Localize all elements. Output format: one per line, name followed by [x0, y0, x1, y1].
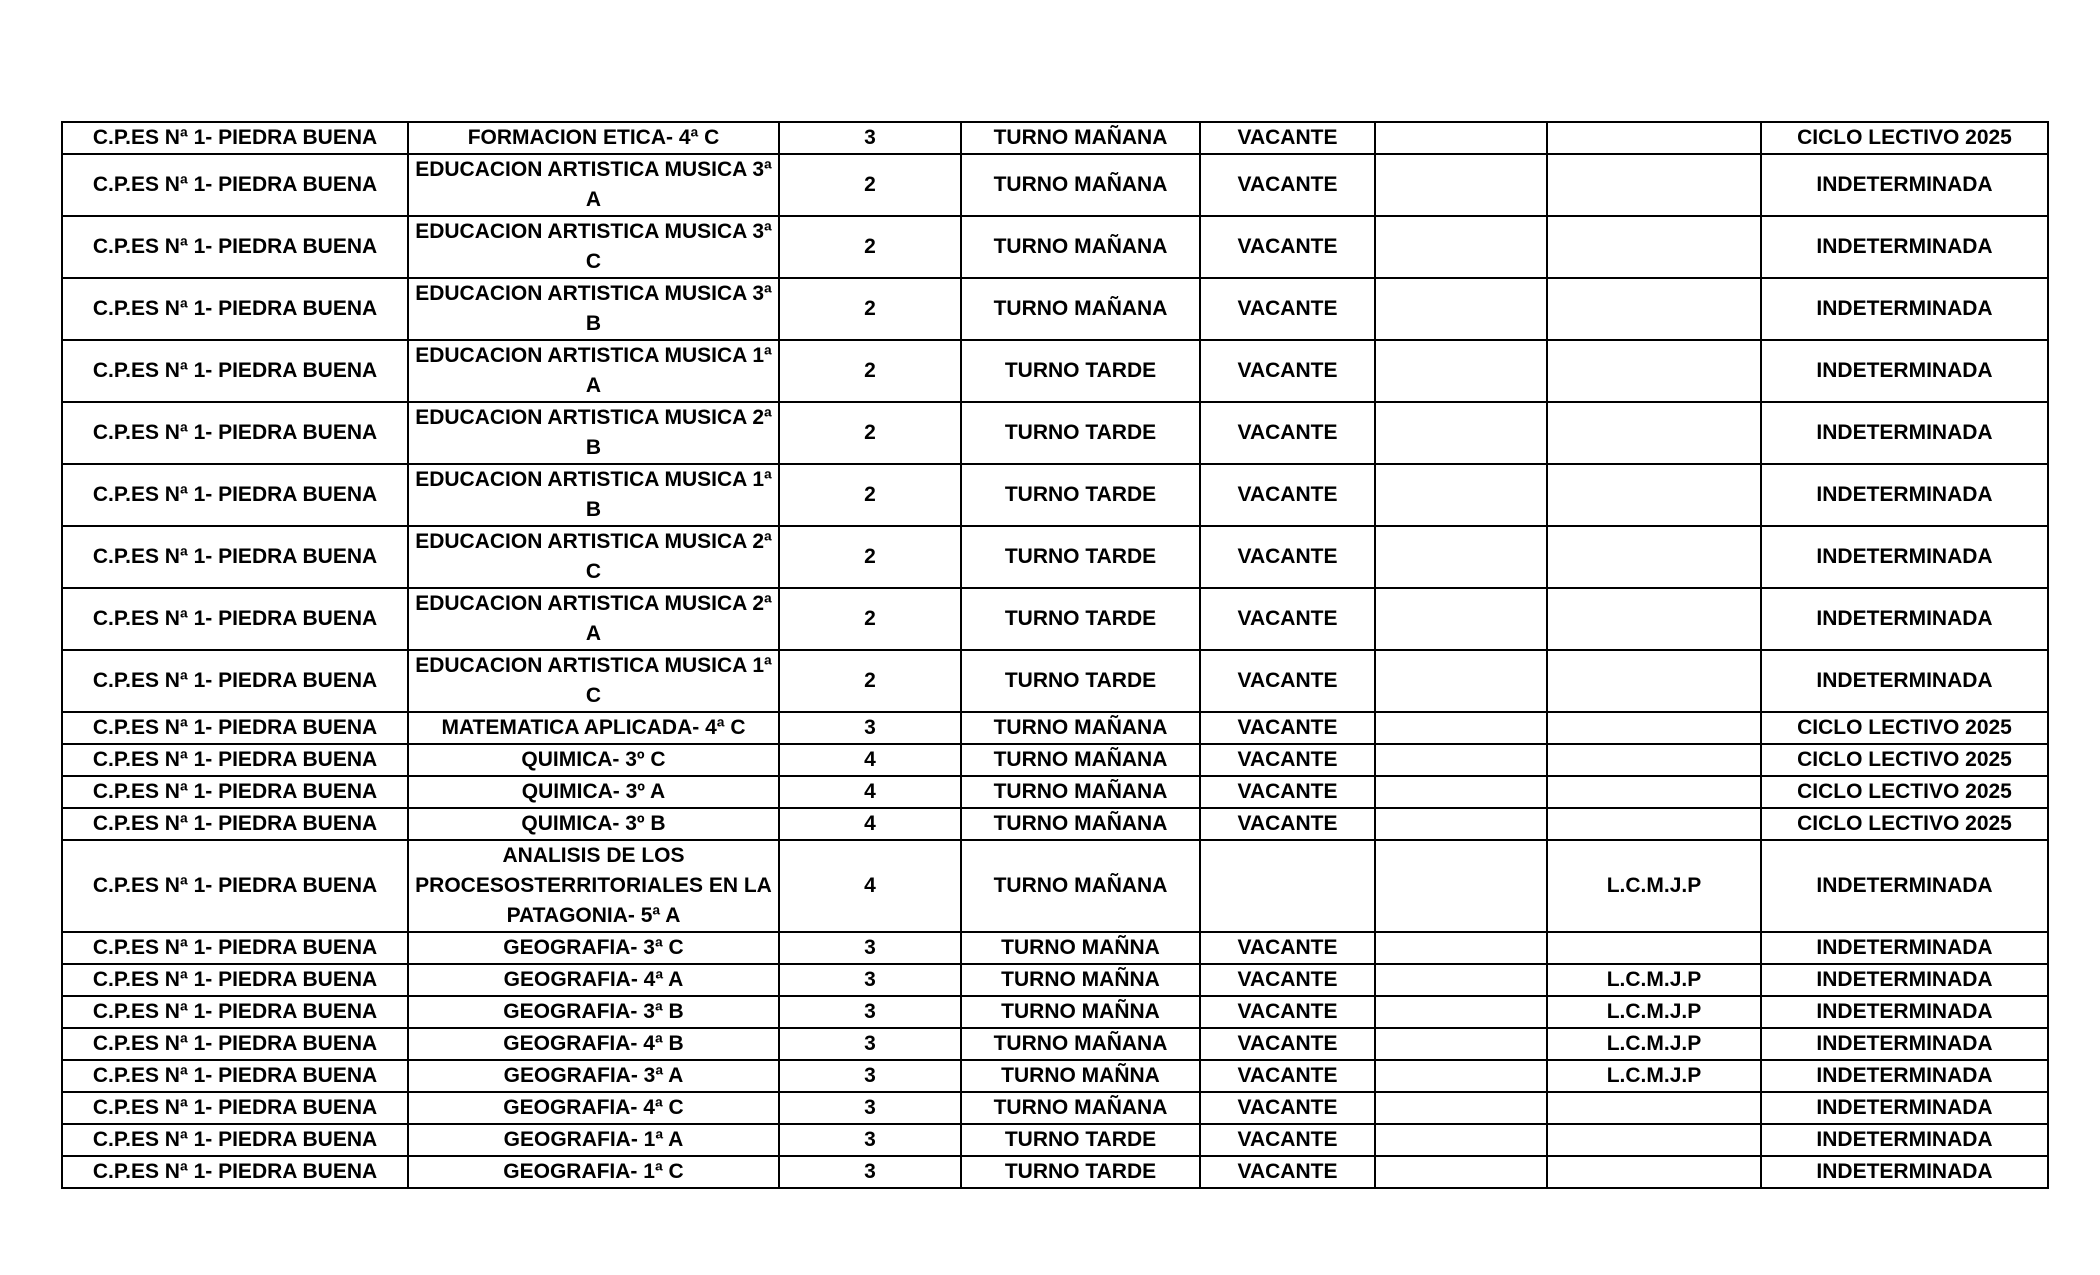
shift-cell: TURNO MAÑNA	[961, 1060, 1200, 1092]
subject-cell: QUIMICA- 3º C	[408, 744, 779, 776]
subject-cell: ANALISIS DE LOS PROCESOSTERRITORIALES EN LA PATAGONIA- 5ª A	[408, 840, 779, 932]
shift-cell: TURNO MAÑNA	[961, 996, 1200, 1028]
school-cell: C.P.ES Nª 1- PIEDRA BUENA	[62, 712, 408, 744]
blank-cell	[1375, 1028, 1547, 1060]
license-cell	[1547, 464, 1761, 526]
license-cell	[1547, 588, 1761, 650]
duration-cell: INDETERMINADA	[1761, 1156, 2048, 1188]
table-row	[62, 1060, 2048, 1092]
blank-cell	[1375, 744, 1547, 776]
blank-cell	[1375, 932, 1547, 964]
shift-cell: TURNO MAÑANA	[961, 744, 1200, 776]
school-cell: C.P.ES Nª 1- PIEDRA BUENA	[62, 588, 408, 650]
table-row	[62, 840, 2048, 932]
hours-cell: 3	[779, 122, 961, 154]
shift-cell: TURNO MAÑANA	[961, 776, 1200, 808]
table-body	[62, 122, 2048, 1188]
status-cell: VACANTE	[1200, 340, 1375, 402]
blank-cell	[1375, 588, 1547, 650]
status-cell: VACANTE	[1200, 964, 1375, 996]
school-cell: C.P.ES Nª 1- PIEDRA BUENA	[62, 278, 408, 340]
status-cell: VACANTE	[1200, 808, 1375, 840]
license-cell	[1547, 154, 1761, 216]
license-cell	[1547, 340, 1761, 402]
subject-cell: EDUCACION ARTISTICA MUSICA 3ª C	[408, 216, 779, 278]
shift-cell: TURNO MAÑANA	[961, 1092, 1200, 1124]
school-cell: C.P.ES Nª 1- PIEDRA BUENA	[62, 840, 408, 932]
hours-cell: 2	[779, 402, 961, 464]
duration-cell: CICLO LECTIVO 2025	[1761, 122, 2048, 154]
license-cell	[1547, 1124, 1761, 1156]
table-row	[62, 402, 2048, 464]
school-cell: C.P.ES Nª 1- PIEDRA BUENA	[62, 996, 408, 1028]
blank-cell	[1375, 650, 1547, 712]
license-cell	[1547, 122, 1761, 154]
school-cell: C.P.ES Nª 1- PIEDRA BUENA	[62, 964, 408, 996]
blank-cell	[1375, 464, 1547, 526]
school-cell: C.P.ES Nª 1- PIEDRA BUENA	[62, 1156, 408, 1188]
subject-cell: EDUCACION ARTISTICA MUSICA 3ª B	[408, 278, 779, 340]
hours-cell: 2	[779, 464, 961, 526]
subject-cell: GEOGRAFIA- 4ª B	[408, 1028, 779, 1060]
shift-cell: TURNO MAÑANA	[961, 1028, 1200, 1060]
status-cell: VACANTE	[1200, 1124, 1375, 1156]
shift-cell: TURNO TARDE	[961, 402, 1200, 464]
license-cell: L.C.M.J.P	[1547, 996, 1761, 1028]
status-cell: VACANTE	[1200, 278, 1375, 340]
table-row	[62, 1028, 2048, 1060]
school-cell: C.P.ES Nª 1- PIEDRA BUENA	[62, 1092, 408, 1124]
blank-cell	[1375, 526, 1547, 588]
subject-cell: FORMACION ETICA- 4ª C	[408, 122, 779, 154]
table-row	[62, 776, 2048, 808]
blank-cell	[1375, 964, 1547, 996]
blank-cell	[1375, 340, 1547, 402]
shift-cell: TURNO TARDE	[961, 650, 1200, 712]
status-cell: VACANTE	[1200, 1028, 1375, 1060]
subject-cell: EDUCACION ARTISTICA MUSICA 2ª A	[408, 588, 779, 650]
school-cell: C.P.ES Nª 1- PIEDRA BUENA	[62, 216, 408, 278]
table-row	[62, 464, 2048, 526]
license-cell	[1547, 776, 1761, 808]
status-cell: VACANTE	[1200, 1092, 1375, 1124]
subject-cell: GEOGRAFIA- 3ª A	[408, 1060, 779, 1092]
duration-cell: INDETERMINADA	[1761, 650, 2048, 712]
hours-cell: 3	[779, 1092, 961, 1124]
status-cell: VACANTE	[1200, 154, 1375, 216]
blank-cell	[1375, 216, 1547, 278]
status-cell: VACANTE	[1200, 216, 1375, 278]
hours-cell: 3	[779, 1124, 961, 1156]
subject-cell: EDUCACION ARTISTICA MUSICA 2ª C	[408, 526, 779, 588]
table-row	[62, 650, 2048, 712]
duration-cell: INDETERMINADA	[1761, 464, 2048, 526]
hours-cell: 4	[779, 744, 961, 776]
subject-cell: EDUCACION ARTISTICA MUSICA 2ª B	[408, 402, 779, 464]
status-cell: VACANTE	[1200, 932, 1375, 964]
shift-cell: TURNO TARDE	[961, 1124, 1200, 1156]
duration-cell: CICLO LECTIVO 2025	[1761, 776, 2048, 808]
shift-cell: TURNO MAÑANA	[961, 154, 1200, 216]
duration-cell: INDETERMINADA	[1761, 526, 2048, 588]
subject-cell: EDUCACION ARTISTICA MUSICA 1ª A	[408, 340, 779, 402]
table-row	[62, 1092, 2048, 1124]
subject-cell: GEOGRAFIA- 3ª B	[408, 996, 779, 1028]
duration-cell: INDETERMINADA	[1761, 588, 2048, 650]
subject-cell: GEOGRAFIA- 1ª C	[408, 1156, 779, 1188]
hours-cell: 2	[779, 340, 961, 402]
hours-cell: 2	[779, 650, 961, 712]
shift-cell: TURNO MAÑANA	[961, 840, 1200, 932]
blank-cell	[1375, 1060, 1547, 1092]
subject-cell: GEOGRAFIA- 1ª A	[408, 1124, 779, 1156]
license-cell	[1547, 278, 1761, 340]
subject-cell: QUIMICA- 3º A	[408, 776, 779, 808]
hours-cell: 3	[779, 712, 961, 744]
status-cell: VACANTE	[1200, 464, 1375, 526]
table-row	[62, 122, 2048, 154]
school-cell: C.P.ES Nª 1- PIEDRA BUENA	[62, 1060, 408, 1092]
blank-cell	[1375, 278, 1547, 340]
subject-cell: GEOGRAFIA- 3ª C	[408, 932, 779, 964]
shift-cell: TURNO TARDE	[961, 526, 1200, 588]
license-cell	[1547, 1092, 1761, 1124]
status-cell: VACANTE	[1200, 744, 1375, 776]
license-cell	[1547, 216, 1761, 278]
license-cell	[1547, 526, 1761, 588]
duration-cell: INDETERMINADA	[1761, 1092, 2048, 1124]
hours-cell: 2	[779, 588, 961, 650]
table-row	[62, 216, 2048, 278]
status-cell: VACANTE	[1200, 996, 1375, 1028]
school-cell: C.P.ES Nª 1- PIEDRA BUENA	[62, 932, 408, 964]
table-row	[62, 964, 2048, 996]
duration-cell: INDETERMINADA	[1761, 1060, 2048, 1092]
table-row	[62, 526, 2048, 588]
subject-cell: EDUCACION ARTISTICA MUSICA 1ª C	[408, 650, 779, 712]
license-cell: L.C.M.J.P	[1547, 964, 1761, 996]
duration-cell: INDETERMINADA	[1761, 1028, 2048, 1060]
license-cell	[1547, 808, 1761, 840]
blank-cell	[1375, 808, 1547, 840]
school-cell: C.P.ES Nª 1- PIEDRA BUENA	[62, 464, 408, 526]
hours-cell: 2	[779, 216, 961, 278]
status-cell: VACANTE	[1200, 1060, 1375, 1092]
license-cell: L.C.M.J.P	[1547, 1028, 1761, 1060]
school-cell: C.P.ES Nª 1- PIEDRA BUENA	[62, 1028, 408, 1060]
hours-cell: 3	[779, 932, 961, 964]
duration-cell: INDETERMINADA	[1761, 340, 2048, 402]
subject-cell: GEOGRAFIA- 4ª C	[408, 1092, 779, 1124]
shift-cell: TURNO TARDE	[961, 1156, 1200, 1188]
table-row	[62, 932, 2048, 964]
status-cell: VACANTE	[1200, 1156, 1375, 1188]
hours-cell: 2	[779, 278, 961, 340]
status-cell: VACANTE	[1200, 776, 1375, 808]
school-cell: C.P.ES Nª 1- PIEDRA BUENA	[62, 154, 408, 216]
table-row	[62, 588, 2048, 650]
blank-cell	[1375, 1124, 1547, 1156]
shift-cell: TURNO MAÑNA	[961, 964, 1200, 996]
hours-cell: 2	[779, 154, 961, 216]
shift-cell: TURNO TARDE	[961, 340, 1200, 402]
table-row	[62, 154, 2048, 216]
table-row	[62, 808, 2048, 840]
hours-cell: 3	[779, 996, 961, 1028]
duration-cell: INDETERMINADA	[1761, 402, 2048, 464]
table-row	[62, 712, 2048, 744]
blank-cell	[1375, 402, 1547, 464]
subject-cell: MATEMATICA APLICADA- 4ª C	[408, 712, 779, 744]
subject-cell: EDUCACION ARTISTICA MUSICA 3ª A	[408, 154, 779, 216]
shift-cell: TURNO MAÑANA	[961, 278, 1200, 340]
license-cell	[1547, 712, 1761, 744]
status-cell: VACANTE	[1200, 526, 1375, 588]
shift-cell: TURNO MAÑANA	[961, 122, 1200, 154]
school-cell: C.P.ES Nª 1- PIEDRA BUENA	[62, 776, 408, 808]
school-cell: C.P.ES Nª 1- PIEDRA BUENA	[62, 340, 408, 402]
status-cell: VACANTE	[1200, 588, 1375, 650]
subject-cell: GEOGRAFIA- 4ª A	[408, 964, 779, 996]
shift-cell: TURNO MAÑNA	[961, 932, 1200, 964]
status-cell: VACANTE	[1200, 712, 1375, 744]
duration-cell: CICLO LECTIVO 2025	[1761, 712, 2048, 744]
blank-cell	[1375, 1092, 1547, 1124]
duration-cell: CICLO LECTIVO 2025	[1761, 808, 2048, 840]
vacancy-table	[61, 121, 2049, 1189]
status-cell: VACANTE	[1200, 122, 1375, 154]
shift-cell: TURNO MAÑANA	[961, 712, 1200, 744]
blank-cell	[1375, 154, 1547, 216]
status-cell	[1200, 840, 1375, 932]
duration-cell: INDETERMINADA	[1761, 1124, 2048, 1156]
shift-cell: TURNO MAÑANA	[961, 808, 1200, 840]
license-cell	[1547, 932, 1761, 964]
hours-cell: 4	[779, 808, 961, 840]
status-cell: VACANTE	[1200, 650, 1375, 712]
hours-cell: 2	[779, 526, 961, 588]
subject-cell: QUIMICA- 3º B	[408, 808, 779, 840]
school-cell: C.P.ES Nª 1- PIEDRA BUENA	[62, 526, 408, 588]
table-row	[62, 340, 2048, 402]
shift-cell: TURNO TARDE	[961, 464, 1200, 526]
license-cell	[1547, 1156, 1761, 1188]
hours-cell: 4	[779, 776, 961, 808]
hours-cell: 3	[779, 1060, 961, 1092]
school-cell: C.P.ES Nª 1- PIEDRA BUENA	[62, 122, 408, 154]
table-row	[62, 1124, 2048, 1156]
blank-cell	[1375, 840, 1547, 932]
duration-cell: INDETERMINADA	[1761, 840, 2048, 932]
school-cell: C.P.ES Nª 1- PIEDRA BUENA	[62, 402, 408, 464]
blank-cell	[1375, 1156, 1547, 1188]
blank-cell	[1375, 776, 1547, 808]
shift-cell: TURNO MAÑANA	[961, 216, 1200, 278]
duration-cell: INDETERMINADA	[1761, 278, 2048, 340]
duration-cell: INDETERMINADA	[1761, 216, 2048, 278]
school-cell: C.P.ES Nª 1- PIEDRA BUENA	[62, 744, 408, 776]
license-cell: L.C.M.J.P	[1547, 840, 1761, 932]
hours-cell: 3	[779, 1156, 961, 1188]
hours-cell: 3	[779, 1028, 961, 1060]
duration-cell: INDETERMINADA	[1761, 932, 2048, 964]
blank-cell	[1375, 996, 1547, 1028]
table-row	[62, 278, 2048, 340]
table-row	[62, 744, 2048, 776]
license-cell	[1547, 744, 1761, 776]
hours-cell: 4	[779, 840, 961, 932]
license-cell: L.C.M.J.P	[1547, 1060, 1761, 1092]
hours-cell: 3	[779, 964, 961, 996]
blank-cell	[1375, 122, 1547, 154]
school-cell: C.P.ES Nª 1- PIEDRA BUENA	[62, 1124, 408, 1156]
duration-cell: INDETERMINADA	[1761, 964, 2048, 996]
license-cell	[1547, 650, 1761, 712]
blank-cell	[1375, 712, 1547, 744]
subject-cell: EDUCACION ARTISTICA MUSICA 1ª B	[408, 464, 779, 526]
school-cell: C.P.ES Nª 1- PIEDRA BUENA	[62, 650, 408, 712]
table-row	[62, 996, 2048, 1028]
school-cell: C.P.ES Nª 1- PIEDRA BUENA	[62, 808, 408, 840]
duration-cell: INDETERMINADA	[1761, 996, 2048, 1028]
duration-cell: CICLO LECTIVO 2025	[1761, 744, 2048, 776]
license-cell	[1547, 402, 1761, 464]
shift-cell: TURNO TARDE	[961, 588, 1200, 650]
status-cell: VACANTE	[1200, 402, 1375, 464]
table-row	[62, 1156, 2048, 1188]
duration-cell: INDETERMINADA	[1761, 154, 2048, 216]
